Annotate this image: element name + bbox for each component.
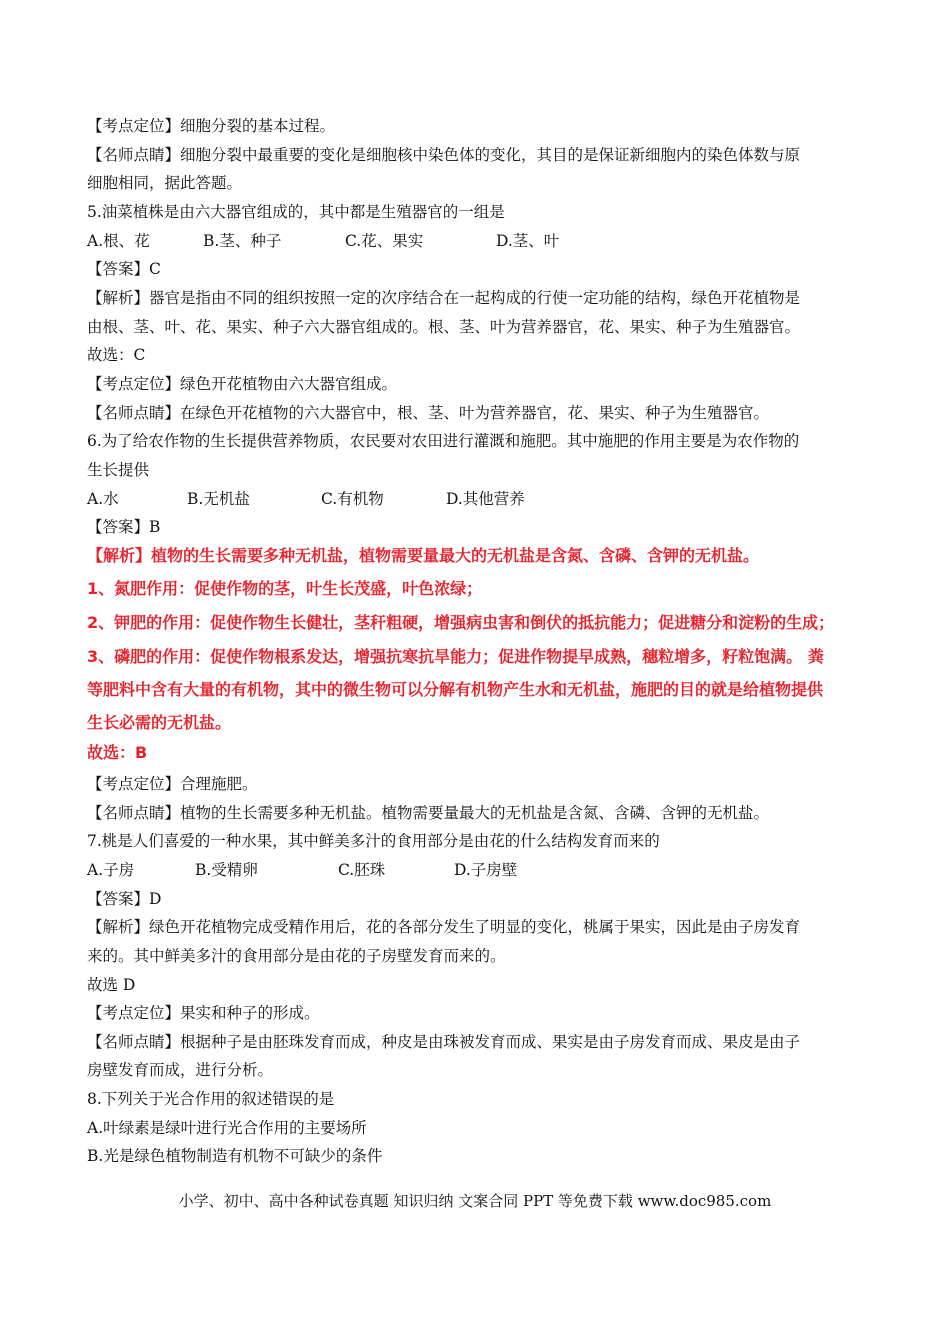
teacher-note-q6: 【名师点睛】植物的生长需要多种无机盐。植物需要量最大的无机盐是含氮、含磷、含钾的无机盐。 [87, 804, 770, 822]
point-location-q5: 【考点定位】绿色开花植物由六大器官组成。 [87, 375, 398, 393]
question-5-options [87, 230, 559, 252]
q5-option-d: D.茎、叶 [496, 232, 560, 250]
question-7: 7.桃是人们喜爱的一种水果，其中鲜美多汁的食用部分是由花的什么结构发育而来的 [87, 832, 660, 850]
analysis-q6-nitrogen: 1、氮肥作用：促使作物的茎，叶生长茂盛，叶色浓绿； [87, 579, 483, 598]
analysis-q5-line1: 【解析】器官是指由不同的组织按照一定的次序结合在一起构成的行使一定功能的结构，绿色开花植物是 [87, 289, 801, 307]
q6-option-c: C.有机物 [321, 490, 384, 508]
answer-q5: 【答案】C [87, 260, 161, 278]
teacher-note-q7-line2: 房壁发育而成，进行分析。 [87, 1061, 274, 1079]
point-location-q4: 【考点定位】细胞分裂的基本过程。 [87, 117, 336, 135]
choice-q5: 故选：C [87, 346, 146, 364]
q7-option-d: D.子房壁 [454, 861, 518, 879]
analysis-q6-line1: 【解析】植物的生长需要多种无机盐，植物需要量最大的无机盐是含氮、含磷、含钾的无机盐。 [87, 546, 760, 565]
page-footer: 小学、初中、高中各种试卷真题 知识归纳 文案合同 PPT 等免费下载 www.doc985.com [178, 1192, 772, 1210]
analysis-q5-line2: 由根、茎、叶、花、果实、种子六大器官组成的。根、茎、叶为营养器官，花、果实、种子为生殖器官。 [87, 318, 801, 336]
question-6-line2: 生长提供 [87, 461, 150, 479]
analysis-q6-potassium: 2、钾肥的作用：促使作物生长健壮，茎秆粗硬，增强病虫害和倒伏的抵抗能力；促进糖分和淀粉的生成； [87, 613, 835, 632]
q5-option-a: A.根、花 [87, 232, 150, 250]
q6-option-d: D.其他营养 [446, 490, 525, 508]
analysis-q6-line5: 等肥料中含有大量的有机物，其中的微生物可以分解有机物产生水和无机盐，施肥的目的就是给植物提供 [87, 680, 824, 699]
analysis-q6-line6: 生长必需的无机盐。 [87, 713, 232, 732]
q5-option-c: C.花、果实 [345, 232, 424, 250]
choice-q6: 故选：B [87, 743, 148, 762]
question-6-line1: 6.为了给农作物的生长提供营养物质，农民要对农田进行灌溉和施肥。其中施肥的作用主要是为农作物的 [87, 432, 800, 450]
teacher-note-q5: 【名师点睛】在绿色开花植物的六大器官中，根、茎、叶为营养器官，花、果实、种子为生殖器官。 [87, 404, 770, 422]
analysis-q6-phosphorus: 3、磷肥的作用：促使作物根系发达，增强抗寒抗旱能力；促进作物提早成熟，穗粒增多，籽粒饱满。 粪 [87, 647, 824, 666]
q6-option-b: B.无机盐 [187, 490, 250, 508]
q8-option-a: A.叶绿素是绿叶进行光合作用的主要场所 [87, 1119, 367, 1137]
q6-option-a: A.水 [87, 490, 119, 508]
point-location-q6: 【考点定位】合理施肥。 [87, 775, 258, 793]
q8-option-b: B.光是绿色植物制造有机物不可缺少的条件 [87, 1147, 383, 1165]
question-8: 8.下列关于光合作用的叙述错误的是 [87, 1090, 335, 1108]
choice-q7: 故选 D [87, 976, 136, 994]
teacher-note-q4-line1: 【名师点睛】细胞分裂中最重要的变化是细胞核中染色体的变化，其目的是保证新细胞内的染色体数与原 [87, 146, 801, 164]
point-location-q7: 【考点定位】果实和种子的形成。 [87, 1004, 320, 1022]
analysis-q7-line2: 来的。其中鲜美多汁的食用部分是由花的子房壁发育而来的。 [87, 947, 506, 965]
analysis-q7-line1: 【解析】绿色开花植物完成受精作用后，花的各部分发生了明显的变化，桃属于果实，因此是由子房发育 [87, 918, 801, 936]
teacher-note-q4-line2: 细胞相同，据此答题。 [87, 174, 243, 192]
question-7-options [87, 859, 517, 881]
q5-option-b: B.茎、种子 [203, 232, 282, 250]
question-5: 5.油菜植株是由六大器官组成的，其中都是生殖器官的一组是 [87, 203, 505, 221]
question-6-options [87, 488, 525, 510]
teacher-note-q7-line1: 【名师点睛】根据种子是由胚珠发育而成，种皮是由珠被发育而成、果实是由子房发育而成、果皮是由子 [87, 1033, 801, 1051]
q7-option-c: C.胚珠 [338, 861, 386, 879]
answer-q7: 【答案】D [87, 890, 162, 908]
answer-q6: 【答案】B [87, 518, 161, 536]
q7-option-b: B.受精卵 [195, 861, 258, 879]
q7-option-a: A.子房 [87, 861, 135, 879]
